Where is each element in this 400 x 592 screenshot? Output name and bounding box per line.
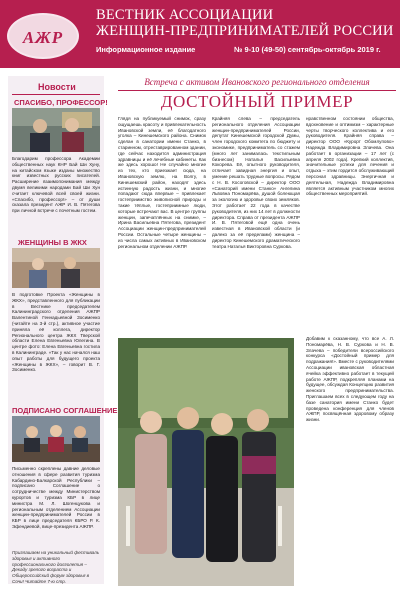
masthead-title-line-1: ВЕСТНИК АССОЦИАЦИИ [96, 7, 274, 23]
story-3-title: ПОДПИСАНО СОГЛАШЕНИЕ [12, 406, 118, 415]
masthead-title-line-2: ЖЕНЩИН-ПРЕДПРИНИМАТЕЛЕЙ РОССИИ [96, 23, 394, 39]
article-column-1: Глядя на публикуемый снимок, сразу ощущаешь красоту и привлекательность Ивановской земли, её благодатного уголка – Кинешемского района. Снимок сделан в санатории имени Станко, в старинном, отреставрированном здании, где сейчас находится администрация здравницы и её лечебные кабинеты. Как же здесь хорошо! Не случайно многие из тех, кто приезжает сюда, на Ивановскую землю, на Волгу, в Кинешемский район, находят здесь истинную радость жизни, и многие попадают сюда впервые – привлекает гостеприимство живописной природы и такие тёплые, гостеприимные люди, которые встречают вас. В центре группы женщин, запечатлённых на снимке, – Ирина Васильевна Пятегова, президент Ассоциации женщин-предпринимателей России. Остальные четыре женщины – из числа самых активных в Ивановском региональном отделении АЖПР. [118, 116, 206, 249]
news-sidebar [8, 76, 118, 584]
story-3-text: Письменно скреплены давние деловые отношения в сфере развития туризма Кабардино-Балкарской Республики – подписано Соглашение о сотрудничестве между Министерством курортов и туризма КБР в лице министра М. Л. Шогенцукова и региональным отделением Ассоциации женщин-предпринимателей России в КБР в лице председателя КБРО Р. К. Эфендиевой, вице-президента АЖПР. [12, 466, 100, 529]
sidebar-divider [12, 94, 100, 95]
sidebar-section-title: Новости [38, 82, 76, 92]
article-kicker: Встреча с активом Ивановского регионального отделения [144, 77, 370, 87]
logo-text: АЖР [22, 28, 64, 47]
issue-number: № 9-10 (49-50) сентябрь-октябрь 2019 г. [234, 45, 381, 54]
story-1-photo [12, 108, 100, 152]
festival-invitation: Приглашаем на уникальный фестиваль здоровья и активного профессионального долголетия – Декаду зрелого возраста и Общероссийский форум здоровья в Сочи! Читайте 7-ю стр. [12, 550, 100, 584]
story-3-photo [12, 416, 100, 462]
article-headline: ДОСТОЙНЫЙ ПРИМЕР [160, 92, 354, 111]
masthead-subtitle: Информационное издание [96, 45, 196, 54]
group-photo [118, 338, 294, 586]
article-column-3: нравственном состоянии общества, вдохновение и оптимизм – характерные черты творческого коллектива и его руководителя. Крайняя справа – директор ООО «Курорт Обомлупово» Надежда Владимировна Злачева. Она работает в организации – 17 лет (с апреля 2002 года). Крепкий коллектив, значительные успехи для лечения и отдыха – этим гордится обслуживающий персонал здравницы. Энергичная и деятельная, Надежда Владимировна является активным участником многих общественных мероприятий. [306, 116, 394, 197]
kicker-rule [118, 90, 396, 91]
article-column-3-continued: Добавим к сказанному, что все А. Л. Пономарёва, Н. В. Суркова и Н. В. Злачева – победители всероссийского конкурса «Достойный пример для подражания!». Вместе с руководителями Ассоциации ивановская областная ячейка эффективно работает в текущей работе АЖПР, подкрепляя планами на будущее, обсуждая Концепцию развития женского предпринимательства. Приглашаем всех в следующем году на базе санатория имени Станко будет проведена конференция для членов АЖПР, посвящённая здоровому образу жизни. [306, 336, 394, 423]
story-1-title: СПАСИБО, ПРОФЕССОР! [14, 98, 108, 107]
masthead [0, 0, 400, 68]
article-column-2: Крайняя слева – председатель регионального отделения Ассоциации женщин-предпринимателей России, депутат Кинешемской городской Думы, член городского комитета по бюджету и экономике, предприниматель со стажем (много лет занималась текстильным бизнесом) Наталья Васильевна Кокорева. Её, опытного руководителя, отличает завидная энергия и опыт, умение решать трудные вопросы. Рядом с Н. В. Косоговской – директор ООО «Санаторий имени Станко» Ангелина Львовна Пономарёва, душой болеющая за экологию и здоровье своих земляков. Этот работает 22 года в качестве руководителя, из них 14 лет в должности директора. Справа от президента АЖПР И. В. Пятеговой ещё одна очень известная в Ивановской области (и далеко за её пределами) женщина – директор Кинешемского драматического театра Наталья Викторовна Суркова. [212, 116, 300, 249]
story-2-title: ЖЕНЩИНЫ В ЖКХ [18, 238, 87, 247]
story-1-text: Благодарим профессора Академии общественных наук КНР Бай Ши Хуну, на китайском языке изданы множество книг известных русских писателей. Расширение взаимопонимания между двумя великими народами Бай Ши Хун считает ключевой всей своей жизни. «Спасибо, профессор!» – от души сказала президент АЖР И. В. Пятегова при личной встрече с почетным гостем. [12, 156, 100, 214]
association-logo [7, 13, 79, 59]
story-2-text: В подготовке Проекта «Женщины в ЖКХ», представленного для публикации в Вестнике председателем Калининградского отделения АЖПР Валентиной Геннадьевной Зосименко (читайте на 3-й стр.), активное участие приняла её коллега, директор Регионального центра ЖКХ Тверской области Елена Евгеньевна Юлегина. В центре фото: Елена Евгеньевна гостила в Калининграде. «Так у нас начался наш опыт работы для будущего проекта «Женщины в ЖКХ», – говорит В. Г. Зосименко. [12, 292, 100, 373]
story-2-photo [12, 248, 100, 288]
